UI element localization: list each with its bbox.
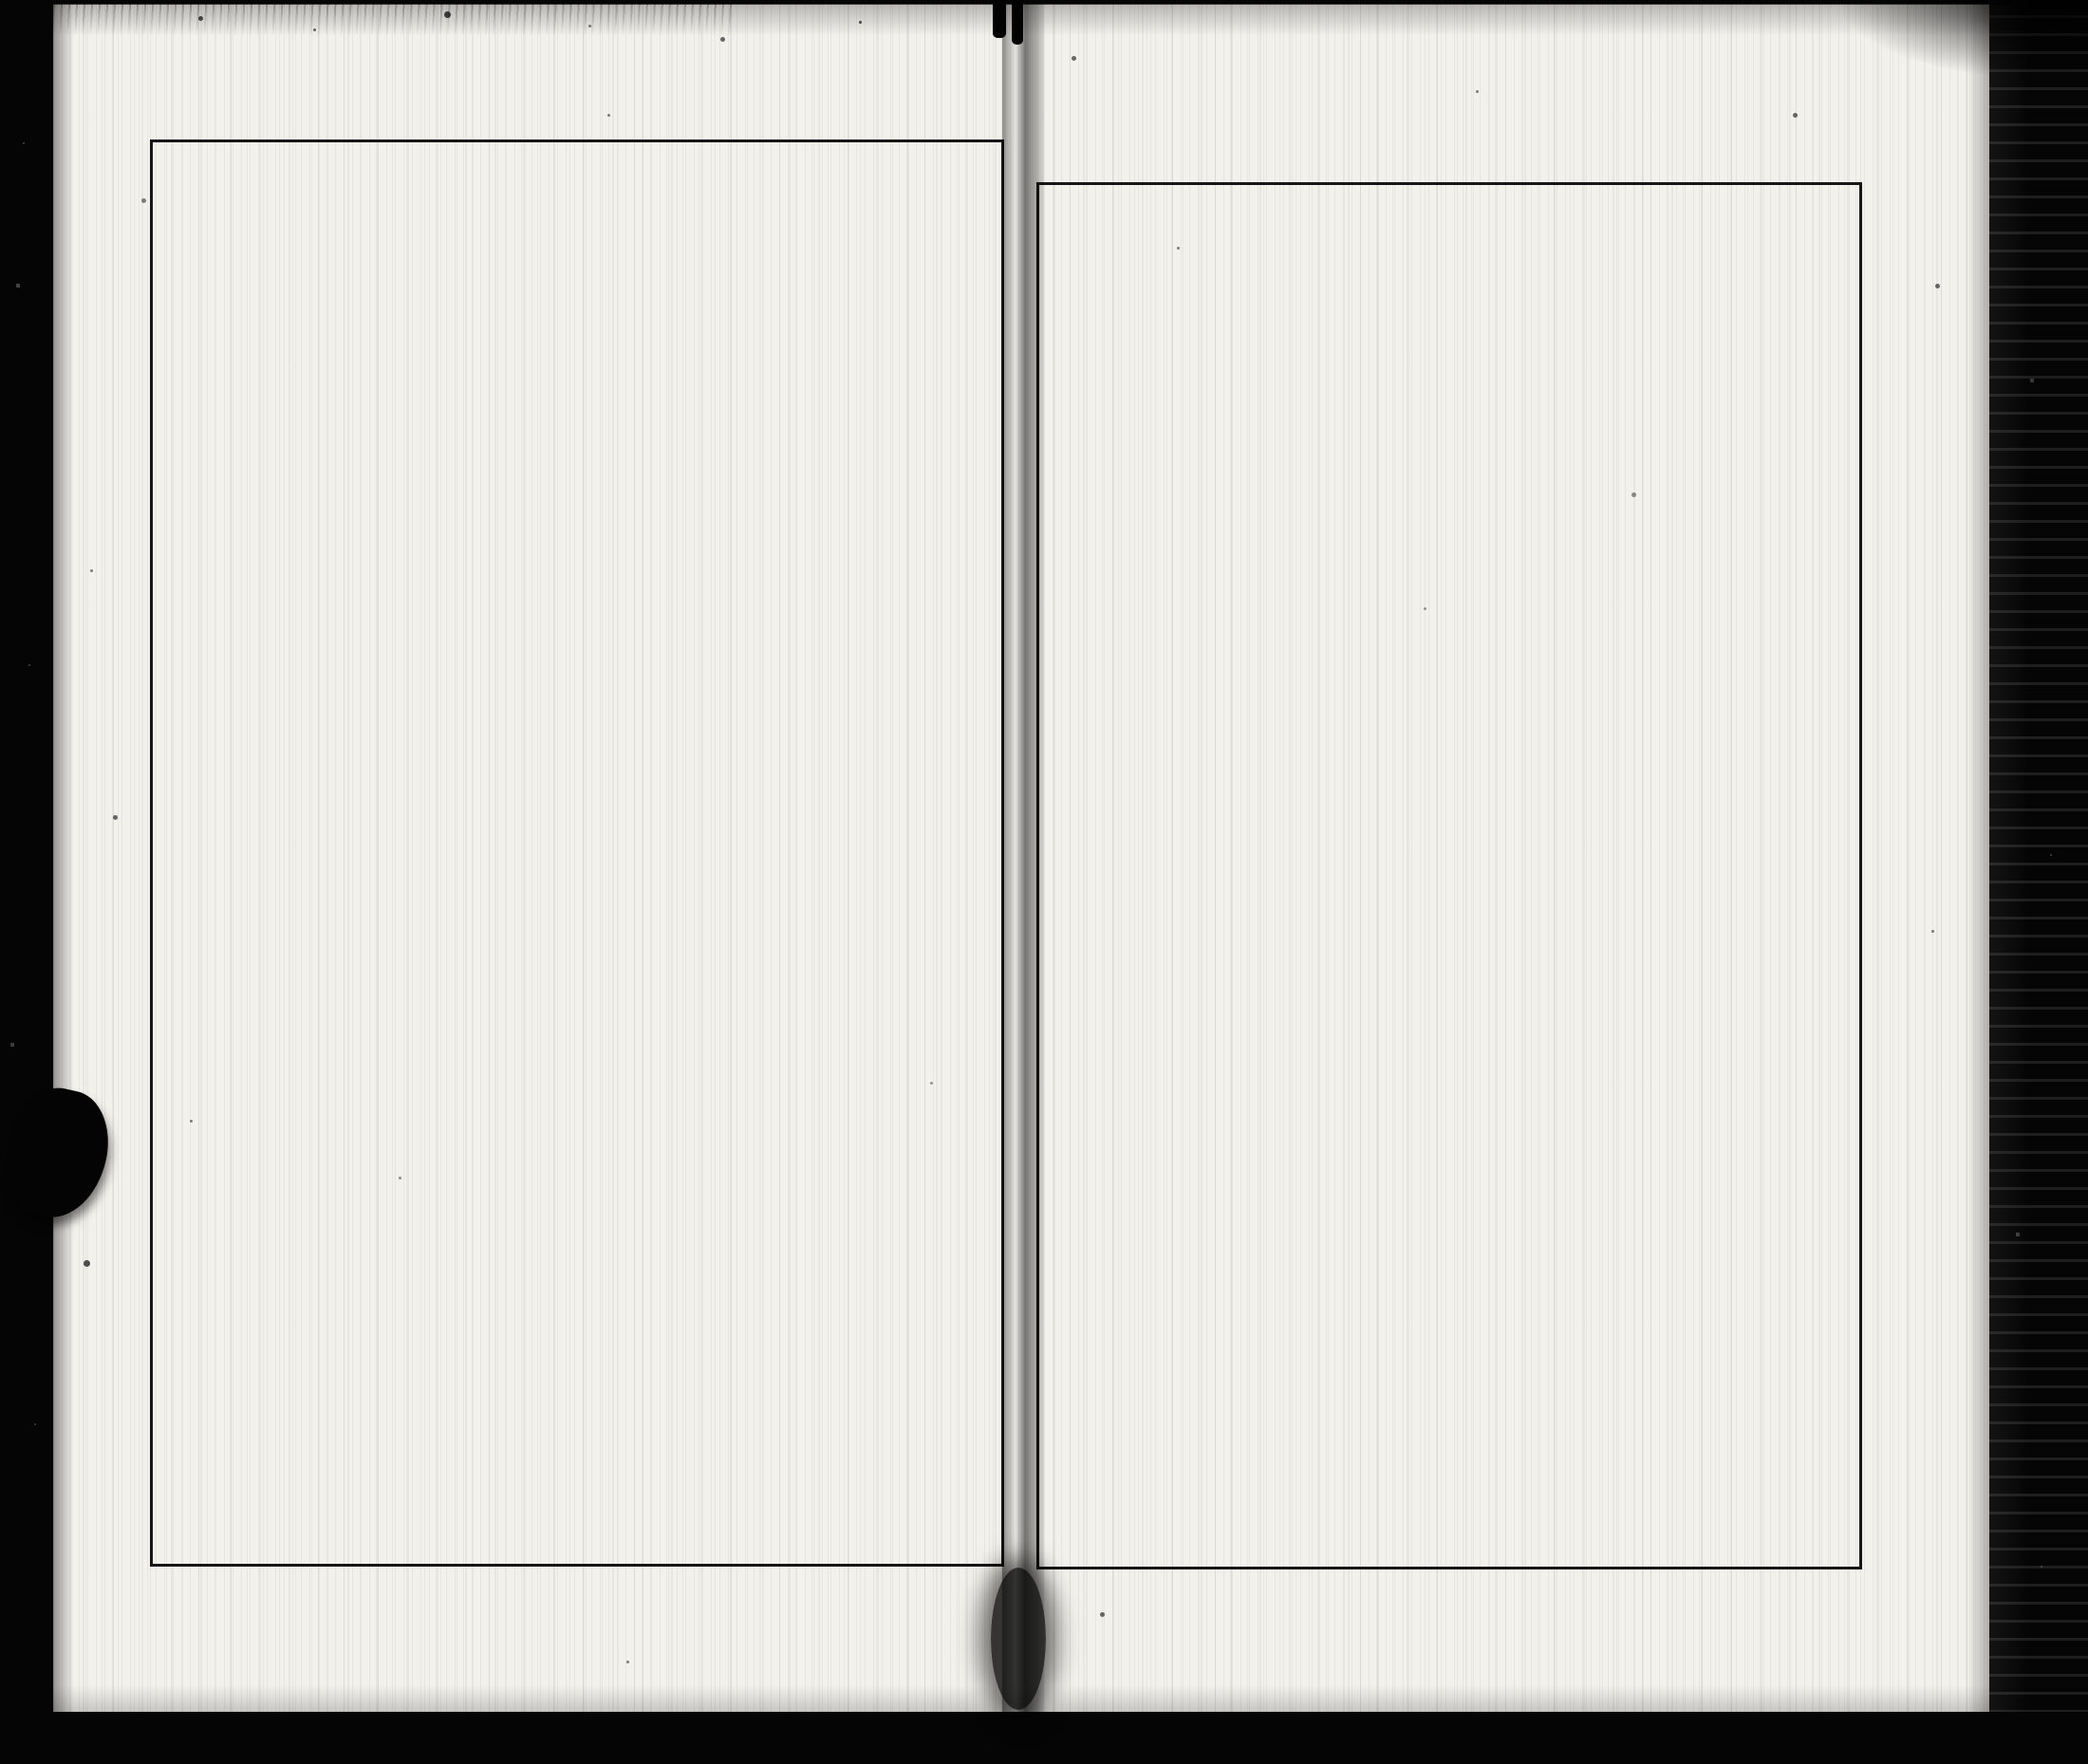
right-table [1036,182,1862,1569]
binding-mark-1 [993,0,1006,38]
scan-border-left [0,0,53,1764]
scan-border-bottom [0,1712,2088,1764]
border-scratches [0,0,2,2]
left-table [150,139,1004,1567]
scan-border-right [1989,0,2088,1764]
koppor-header [706,214,735,326]
top-edge-speckle [53,4,736,36]
scan-shadow-top-right [1836,0,2088,81]
spine-shadow-blob [991,1568,1046,1710]
binding-mark-2 [1012,0,1023,45]
book-spine [1002,4,1044,1714]
i-bok-header [738,220,763,325]
